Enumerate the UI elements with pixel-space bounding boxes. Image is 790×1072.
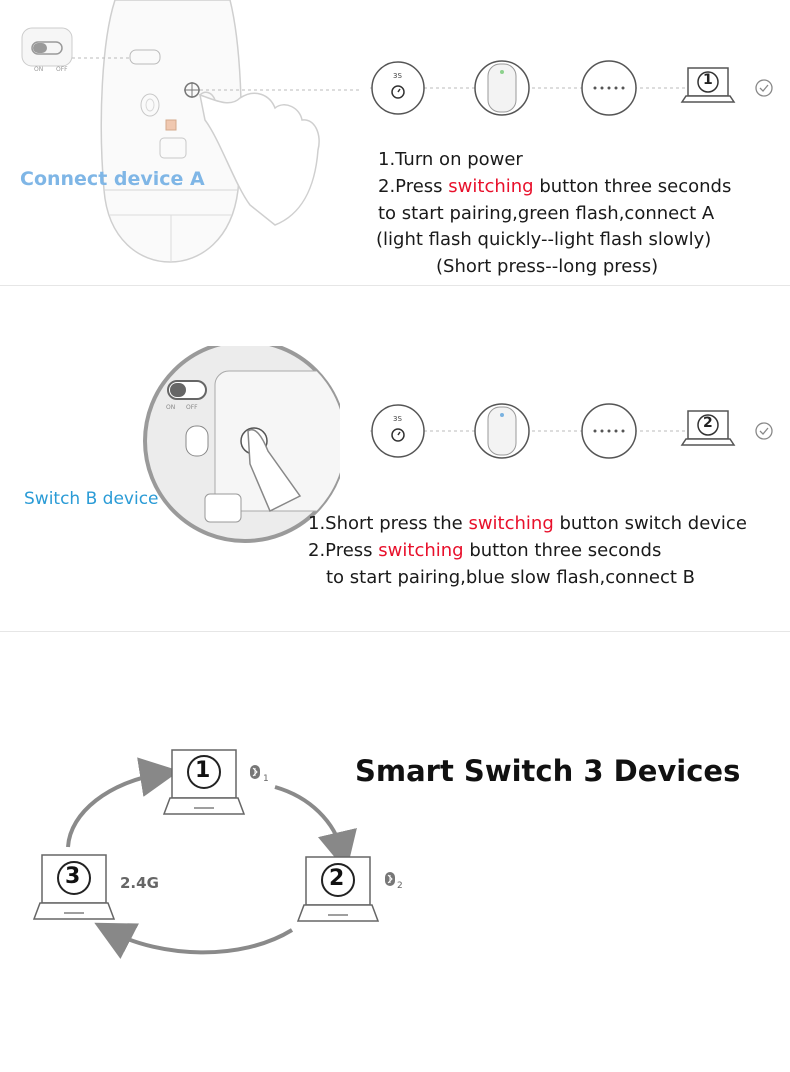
device-3-number: 3 [65, 864, 81, 889]
timer-icon [372, 62, 424, 114]
bluetooth-icon [250, 765, 260, 779]
step-a-line2-pre: 2.Press [378, 176, 449, 197]
mouse-bottom-illustration [0, 0, 360, 285]
check-icon [756, 80, 772, 96]
zoom-switch-on-label: ON [166, 404, 176, 411]
device-1-bluetooth-channel: 1 [263, 774, 269, 784]
mouse-zoom-illustration [0, 346, 340, 596]
step-a-line3: to start pairing,green flash,connect A [378, 203, 715, 224]
device-3-connection-label: 2.4G [120, 874, 159, 892]
step-a-line2-post: button three seconds [533, 176, 732, 197]
zoom-switch-off-label: OFF [186, 404, 198, 411]
arrow-1-to-2 [275, 787, 342, 852]
pairing-timeline-a [370, 58, 790, 118]
arrow-3-to-1 [68, 774, 160, 847]
step-b-line1-post: button switch device [553, 513, 747, 534]
bluetooth-icon [385, 872, 395, 886]
step-a-line1: 1.Turn on power [378, 149, 523, 170]
step-b-line2-pre: 2.Press [308, 540, 379, 561]
pairing-timeline-b [370, 401, 790, 461]
timer-icon [372, 405, 424, 457]
device-2-number: 2 [329, 866, 345, 891]
step-b-line3: to start pairing,blue slow flash,connect B [326, 567, 696, 588]
step-b-line1-pre: 1.Short press the [308, 513, 469, 534]
step-a-line4: (light flash quickly--light flash slowly) [376, 229, 712, 250]
timer-label: 3S [393, 72, 402, 80]
section-smart-switch [0, 632, 790, 1028]
three-device-cycle-diagram [0, 732, 420, 1072]
timer-label: 3S [393, 415, 402, 423]
check-icon [756, 423, 772, 439]
step-b-line1 [308, 513, 747, 534]
step-b-line2-post: button three seconds [463, 540, 662, 561]
mouse-switch-off-label: OFF [56, 66, 68, 73]
arrow-2-to-3 [112, 930, 292, 952]
step-a-line2 [378, 176, 731, 197]
step-a-line5: (Short press--long press) [436, 256, 659, 277]
device-number-1: 1 [703, 72, 713, 88]
switch-b-device-label: Switch B device [24, 489, 159, 509]
connect-device-a-label: Connect device A [20, 168, 205, 190]
device-number-2: 2 [703, 415, 713, 431]
switching-keyword: switching [468, 513, 554, 534]
device-2-bluetooth-channel: 2 [397, 881, 403, 891]
step-b-line2 [308, 540, 661, 561]
switching-keyword: switching [448, 176, 534, 197]
section-connect-a [0, 0, 790, 285]
mouse-switch-on-label: ON [34, 66, 44, 73]
device-1-number: 1 [195, 758, 211, 783]
section-switch-b [0, 286, 790, 631]
switching-keyword: switching [378, 540, 464, 561]
smart-switch-title: Smart Switch 3 Devices [355, 754, 741, 788]
